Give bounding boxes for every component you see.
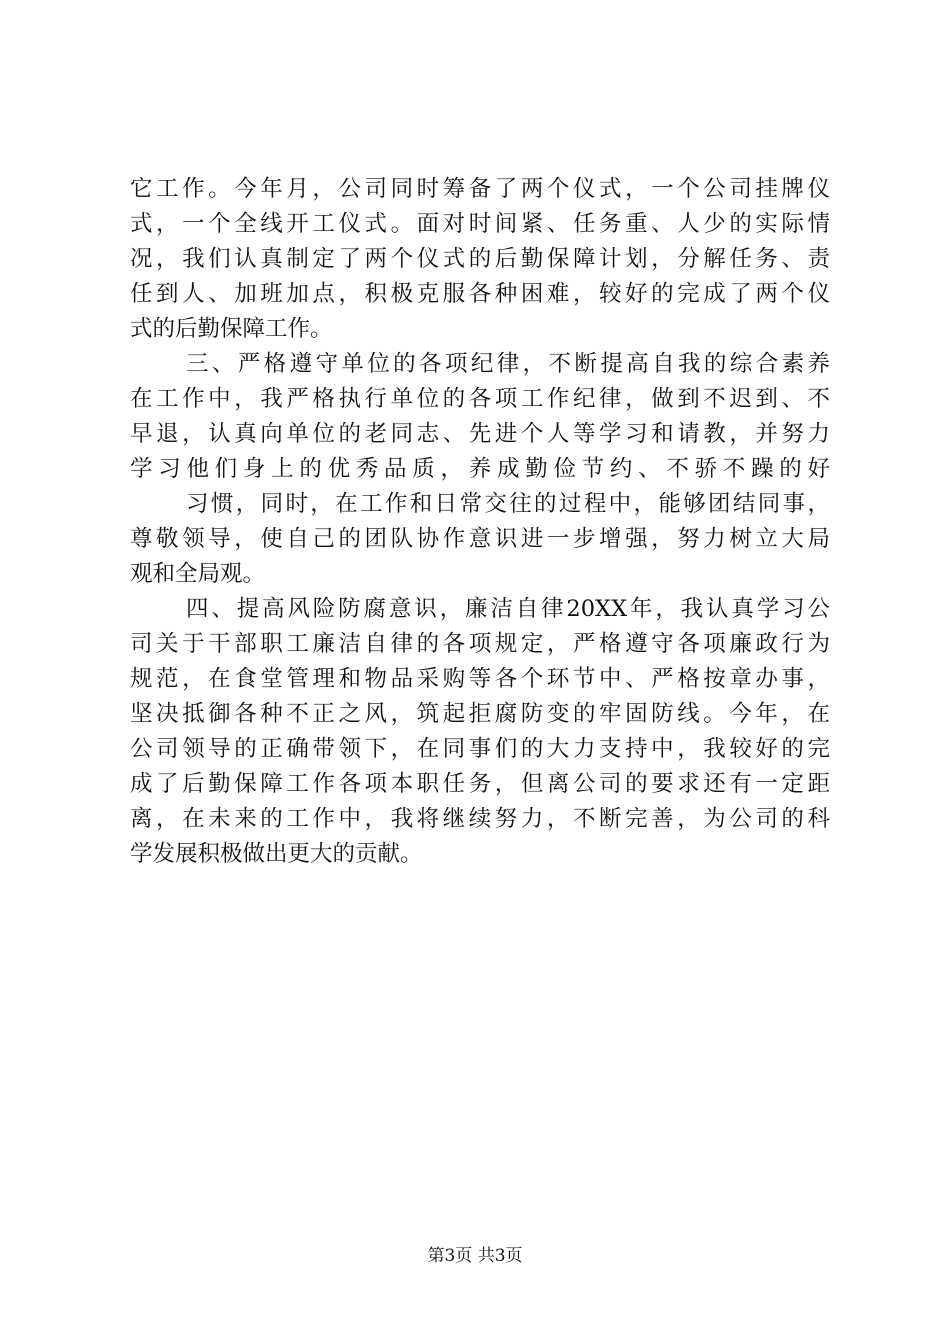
text-line: 学发展积极做出更大的贡献。 <box>130 841 423 867</box>
text-line: 离，在未来的工作中，我将继续努力，不断完善，为公司的科 <box>130 806 830 832</box>
page-footer <box>0 1246 950 1266</box>
section-heading-line: 三、严格遵守单位的各项纪律，不断提高自我的综合素养 <box>186 351 830 377</box>
text-line: 尊敬领导，使自己的团队协作意识进一步增强，努力树立大局 <box>130 526 830 552</box>
text-line: 它工作。今年月，公司同时筹备了两个仪式，一个公司挂牌仪 <box>130 176 830 202</box>
text-line: 学习他们身上的优秀品质，养成勤俭节约、不骄不躁的好 <box>130 456 830 482</box>
page-number: 第3页 共3页 <box>427 1246 523 1266</box>
text-line: 在工作中，我严格执行单位的各项工作纪律，做到不迟到、不 <box>130 386 830 412</box>
text-line: 规范，在食堂管理和物品采购等各个环节中、严格按章办事， <box>130 666 830 692</box>
text-line: 况，我们认真制定了两个仪式的后勤保障计划，分解任务、责 <box>130 246 830 272</box>
text-line: 早退，认真向单位的老同志、先进个人等学习和请教，并努力 <box>130 421 830 447</box>
text-line: 习惯，同时，在工作和日常交往的过程中，能够团结同事， <box>186 491 830 517</box>
text-line: 公司领导的正确带领下，在同事们的大力支持中，我较好的完 <box>130 736 830 762</box>
text-line: 任到人、加班加点，积极克服各种困难，较好的完成了两个仪 <box>130 281 830 307</box>
text-line: 式的后勤保障工作。 <box>130 316 333 342</box>
text-line: 观和全局观。 <box>130 561 266 587</box>
text-line: 式，一个全线开工仪式。面对时间紧、任务重、人少的实际情 <box>130 211 830 237</box>
text-line: 坚决抵御各种不正之风，筑起拒腐防变的牢固防线。今年，在 <box>130 701 830 727</box>
text-line: 司关于干部职工廉洁自律的各项规定，严格遵守各项廉政行为 <box>130 631 830 657</box>
document-body <box>130 172 830 872</box>
section-heading-line: 四、提高风险防腐意识，廉洁自律20XX年，我认真学习公 <box>186 596 830 622</box>
text-line: 成了后勤保障工作各项本职任务，但离公司的要求还有一定距 <box>130 771 830 797</box>
